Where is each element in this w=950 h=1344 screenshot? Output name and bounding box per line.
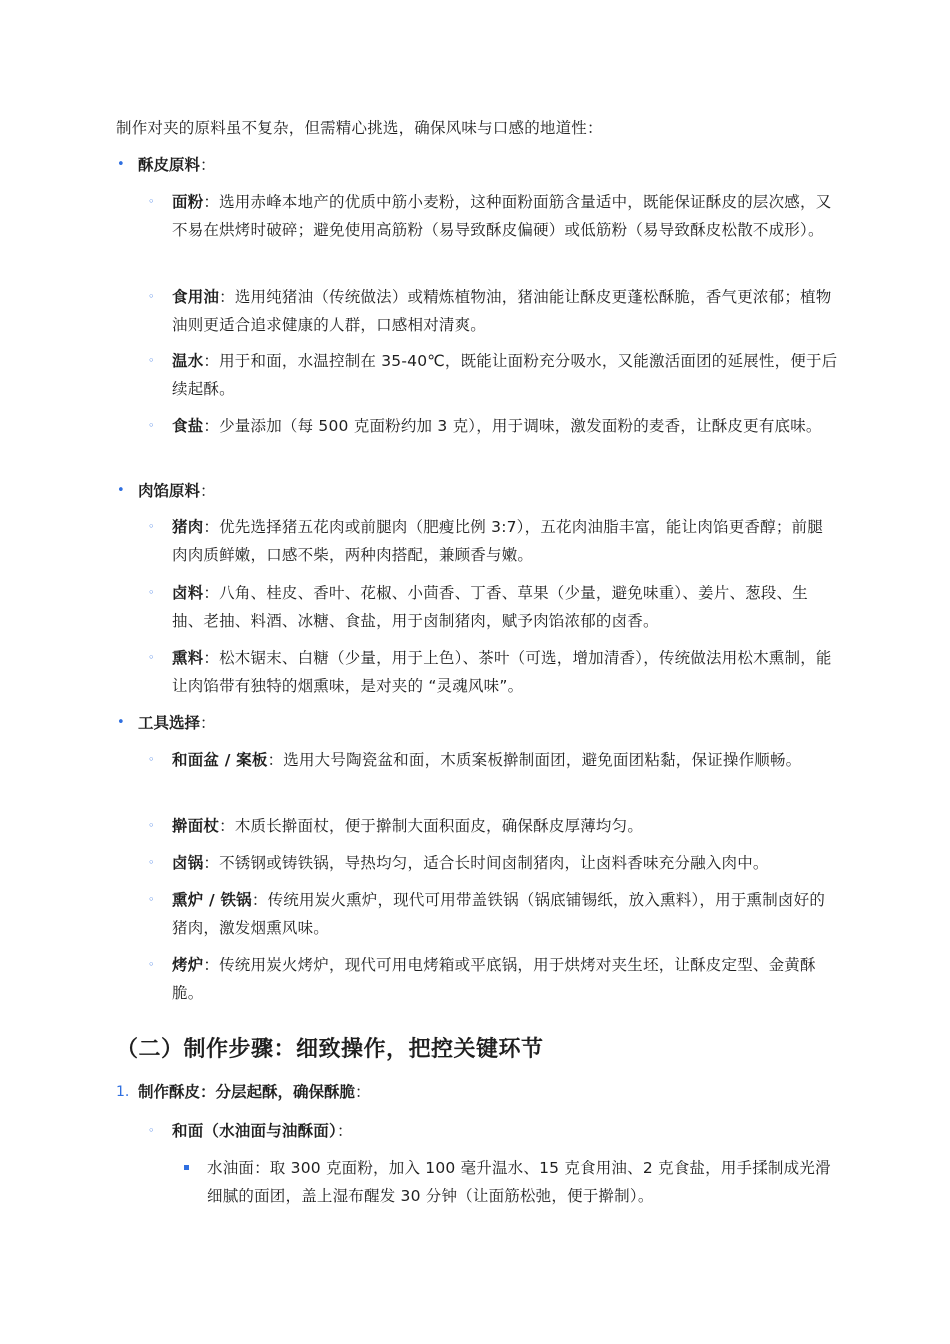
intro-paragraph: 制作对夹的原料虽不复杂，但需精心挑选，确保风味与口感的地道性： — [116, 119, 603, 137]
list-item-water: 温水：用于和面，水温控制在 35-40℃，既能让面粉充分吸水，又能激活面团的延展性，便于后续起酥。 — [172, 352, 838, 398]
list-item-salt: 食盐：少量添加（每 500 克面粉约加 3 克），用于调味，激发面粉的麦香，让酥皮更有底味。 — [172, 417, 822, 435]
sub-bullet-marker: ◦ — [148, 819, 155, 832]
sub-bullet-marker: ◦ — [148, 586, 155, 599]
bullet-marker: • — [117, 483, 125, 498]
list-item-oven: 烤炉：传统用炭火烤炉，现代可用电烤箱或平底锅，用于烘烤对夹生坯，让酥皮定型、金黄酥脆。 — [172, 956, 816, 1002]
list-item-smoking-material: 熏料：松木锯末、白糖（少量，用于上色）、茶叶（可选，增加清香），传统做法用松木熏制，能让肉馅带有独特的烟熏味，是对夹的 “灵魂风味”。 — [172, 649, 832, 695]
sub-bullet-marker: ◦ — [148, 354, 155, 367]
sub-bullet-marker: ◦ — [148, 1124, 155, 1137]
list-item-flour: 面粉：选用赤峰本地产的优质中筋小麦粉，这种面粉面筋含量适中，既能保证酥皮的层次感，又不易在烘烤时破碎；避免使用高筋粉（易导致酥皮偏硬）或低筋粉（易导致酥皮松散不成形）。 — [172, 193, 832, 239]
list-item-rolling-pin: 擀面杖：木质长擀面杖，便于擀制大面积面皮，确保酥皮厚薄均匀。 — [172, 817, 644, 835]
square-bullet-marker — [184, 1165, 189, 1170]
substep-dough: 和面（水油面与油酥面）： — [172, 1122, 353, 1140]
bullet-marker: • — [117, 715, 125, 730]
sub-bullet-marker: ◦ — [148, 520, 155, 533]
step-number: 1. — [116, 1084, 130, 1100]
sub-bullet-marker: ◦ — [148, 753, 155, 766]
section-title-pastry: 酥皮原料： — [138, 156, 216, 174]
list-item-pork: 猪肉：优先选择猪五花肉或前腿肉（肥瘦比例 3:7），五花肉油脂丰富，能让肉馅更香醇；前腿肉肉质鲜嫩，口感不柴，两种肉搭配，兼顾香与嫩。 — [172, 518, 823, 564]
sub-bullet-marker: ◦ — [148, 290, 155, 303]
sub-bullet-marker: ◦ — [148, 419, 155, 432]
list-item-braise-spices: 卤料：八角、桂皮、香叶、花椒、小茴香、丁香、草果（少量，避免味重）、姜片、葱段、生抽、老抽、料酒、冰糖、食盐，用于卤制猪肉，赋予肉馅浓郁的卤香。 — [172, 584, 808, 630]
step-title-pastry: 制作酥皮：分层起酥，确保酥脆： — [138, 1083, 371, 1101]
list-item-smoker: 熏炉 / 铁锅：传统用炭火熏炉，现代可用带盖铁锅（锅底铺锡纸，放入熏料），用于熏制卤好的猪肉，激发烟熏风味。 — [172, 891, 826, 937]
sub-bullet-marker: ◦ — [148, 893, 155, 906]
section-title-tools: 工具选择： — [138, 714, 216, 732]
bullet-marker: • — [117, 157, 125, 172]
list-item-braising-pot: 卤锅：不锈钢或铸铁锅，导热均匀，适合长时间卤制猪肉，让卤料香味充分融入肉中。 — [172, 854, 769, 872]
point-water-oil-dough: 水油面：取 300 克面粉，加入 100 毫升温水、15 克食用油、2 克食盐，用手揉制成光滑细腻的面团，盖上湿布醒发 30 分钟（让面筋松弛，便于擀制）。 — [207, 1159, 831, 1205]
section-title-filling: 肉馅原料： — [138, 482, 216, 500]
sub-bullet-marker: ◦ — [148, 651, 155, 664]
list-item-oil: 食用油：选用纯猪油（传统做法）或精炼植物油，猪油能让酥皮更蓬松酥脆，香气更浓郁；植物油则更适合追求健康的人群，口感相对清爽。 — [172, 288, 832, 334]
section-heading-steps: （二）制作步骤：细致操作，把控关键环节 — [116, 1037, 544, 1062]
list-item-basin-board: 和面盆 / 案板：选用大号陶瓷盆和面，木质案板擀制面团，避免面团粘黏，保证操作顺畅。 — [172, 751, 802, 769]
sub-bullet-marker: ◦ — [148, 958, 155, 971]
sub-bullet-marker: ◦ — [148, 856, 155, 869]
sub-bullet-marker: ◦ — [148, 195, 155, 208]
